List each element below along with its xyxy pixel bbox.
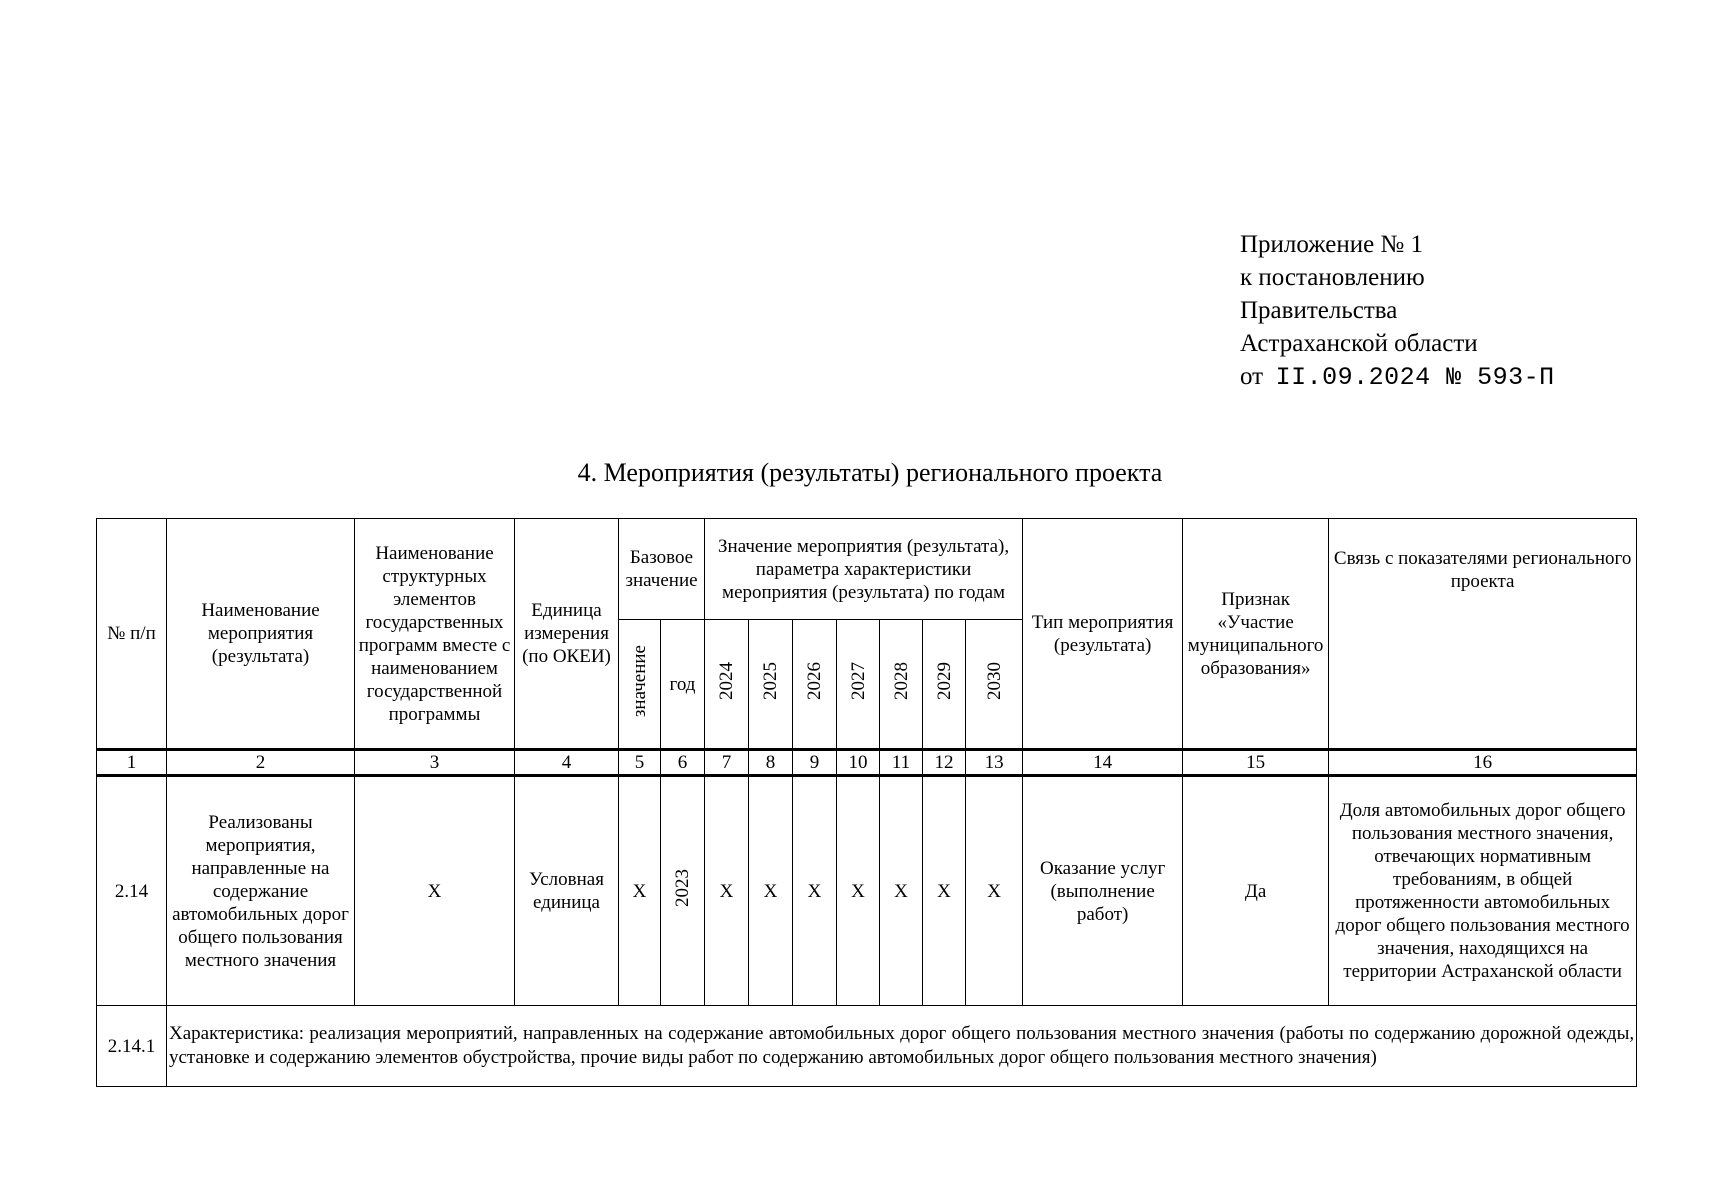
column-number: 12	[923, 750, 966, 776]
header-year-2030: 2030	[966, 620, 1023, 750]
column-number: 8	[749, 750, 793, 776]
row-value-2029: X	[923, 776, 966, 1006]
row-structural: X	[355, 776, 515, 1006]
header-type: Тип мероприятия (результата)	[1023, 519, 1183, 750]
activities-table	[96, 518, 1637, 1087]
column-number: 16	[1329, 750, 1637, 776]
header-structural: Наименование структурных элементов государственных программ вместе с наименованием государственной программы	[355, 519, 515, 750]
row-value-2030: X	[966, 776, 1023, 1006]
header-year-2027: 2027	[837, 620, 880, 750]
row-base-value: X	[619, 776, 661, 1006]
row-value-2024: X	[705, 776, 749, 1006]
document-number: II.09.2024 № 593-П	[1275, 363, 1555, 392]
header-by-years: Значение мероприятия (результата), параметра характеристики мероприятия (результата) по годам	[705, 519, 1023, 620]
date-prefix: от	[1240, 363, 1264, 390]
row-value-2027: X	[837, 776, 880, 1006]
row-value-2026: X	[793, 776, 837, 1006]
header-year-2025: 2025	[749, 620, 793, 750]
column-number: 9	[793, 750, 837, 776]
section-title: 4. Мероприятия (результаты) регионального проекта	[577, 458, 1163, 487]
header-year-2029: 2029	[923, 620, 966, 750]
column-number: 10	[837, 750, 880, 776]
row-num: 2.14	[97, 776, 167, 1006]
row-base-year: 2023	[661, 776, 705, 1006]
attachment-block	[1240, 228, 1555, 394]
row-name: Реализованы мероприятия, направленные на содержание автомобильных дорог общего пользования местного значения	[167, 776, 355, 1006]
column-number: 5	[619, 750, 661, 776]
row-link: Доля автомобильных дорог общего пользования местного значения, отвечающих нормативным требованиям, в общей протяженности автомобильных дорог общего пользования местного значения, находящихся на территории Астраханской области	[1329, 776, 1637, 1006]
attachment-line-3: Правительства	[1240, 297, 1398, 324]
header-year-2026: 2026	[793, 620, 837, 750]
header-base-year: год	[661, 620, 705, 750]
column-number: 14	[1023, 750, 1183, 776]
header-municipal: Признак «Участие муниципального образования»	[1183, 519, 1329, 750]
row-municipal: Да	[1183, 776, 1329, 1006]
row-type: Оказание услуг (выполнение работ)	[1023, 776, 1183, 1006]
column-number: 2	[167, 750, 355, 776]
header-base-value: значение	[619, 620, 661, 750]
column-number: 6	[661, 750, 705, 776]
attachment-line-2: к постановлению	[1240, 264, 1425, 291]
table-row	[97, 776, 1637, 1006]
column-number: 3	[355, 750, 515, 776]
row-value-2025: X	[749, 776, 793, 1006]
row-value-2028: X	[880, 776, 923, 1006]
attachment-date-line	[1240, 360, 1555, 394]
characteristic-num: 2.14.1	[97, 1006, 167, 1087]
column-number: 11	[880, 750, 923, 776]
header-base: Базовое значение	[619, 519, 705, 620]
header-name: Наименование мероприятия (результата)	[167, 519, 355, 750]
row-unit: Условная единица	[515, 776, 619, 1006]
header-year-2028: 2028	[880, 620, 923, 750]
attachment-line-4: Астраханской области	[1240, 330, 1478, 357]
column-number: 15	[1183, 750, 1329, 776]
header-unit: Единица измерения (по ОКЕИ)	[515, 519, 619, 750]
header-year-2024: 2024	[705, 620, 749, 750]
table-row	[97, 1006, 1637, 1087]
characteristic-text: Характеристика: реализация мероприятий, направленных на содержание автомобильных дорог общего пользования местного значения (работы по содержанию дорожной одежды, установке и содержанию элементов обустройства, прочие виды работ по содержанию автомобильных дорог общего пользования местного значения)	[167, 1006, 1637, 1087]
column-number: 4	[515, 750, 619, 776]
column-number: 1	[97, 750, 167, 776]
header-num: № п/п	[97, 519, 167, 750]
attachment-line-1: Приложение № 1	[1240, 231, 1424, 258]
header-link: Связь с показателями регионального проекта	[1329, 519, 1637, 750]
column-number: 13	[966, 750, 1023, 776]
column-number: 7	[705, 750, 749, 776]
